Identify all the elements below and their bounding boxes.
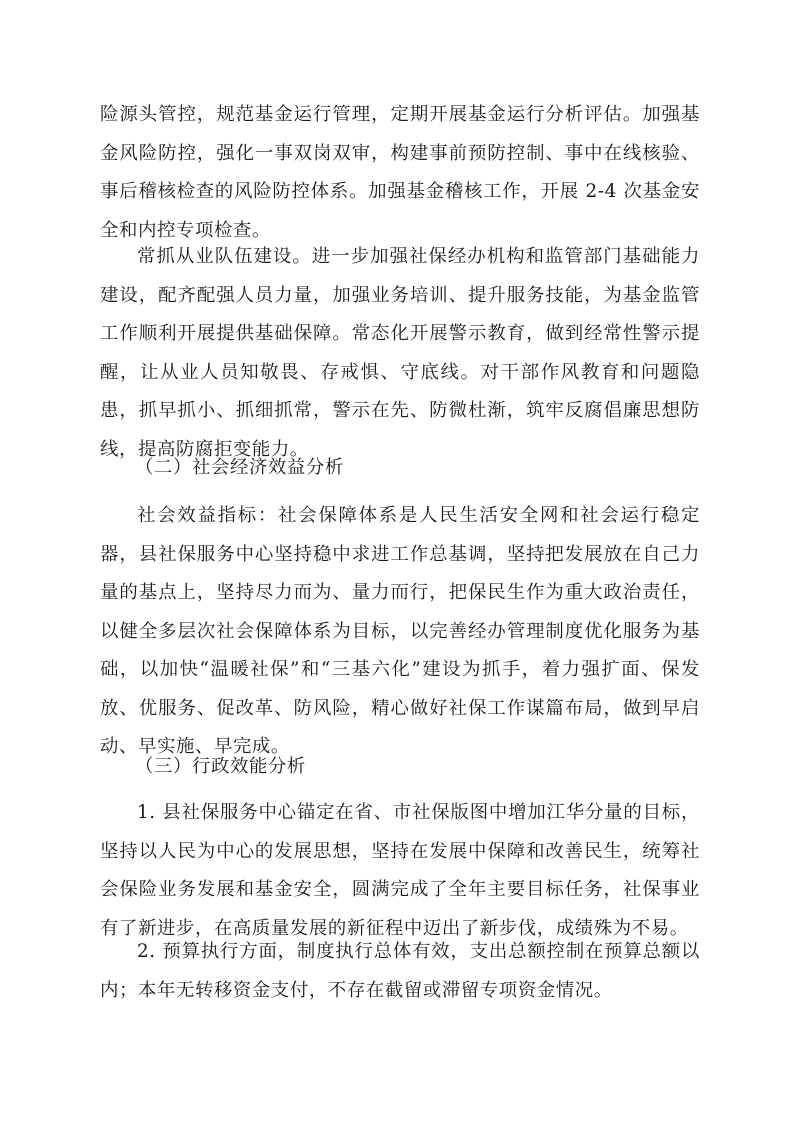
paragraph-fund-risk-control: 险源头管控，规范基金运行管理，定期开展基金运行分析评估。加强基金风险防控，强化一事双岗双审，构建事前预防控制、事中在线核验、事后稽核检查的风险防控体系。加强基金稽核工作，开展 2-4 次基金安全和内控专项检查。 (100, 104, 700, 241)
paragraph-social-benefit-indicators: 社会效益指标：社会保障体系是人民生活安全网和社会运行稳定器，县社保服务中心坚持稳中求进工作总基调，坚持把发展放在自己力量的基点上，坚持尽力而为、量力而行，把保民生作为重大政治责任，以健全多层次社会保障体系为目标，以完善经办管理制度优化服务为基础，以加快“温暖社保”和“三基六化”建设为抓手，着力强扩面、保发放、优服务、促改革、防风险，精心做好社保工作谋篇布局，做到早启动、早实施、早完成。 (100, 505, 700, 757)
paragraph-efficiency-item-1: 1. 县社保服务中心锚定在省、市社保版图中增加江华分量的目标，坚持以人民为中心的发展思想，坚持在发展中保障和改善民生，统筹社会保险业务发展和基金安全，圆满完成了全年主要目标任务，社保事业有了新进步，在高质量发展的新征程中迈出了新步伐，成绩殊为不易。 (100, 802, 700, 939)
section-heading-administrative-efficiency: （三）行政效能分析 (135, 756, 306, 777)
paragraph-workforce-building: 常抓从业队伍建设。进一步加强社保经办机构和监管部门基础能力建设，配齐配强人员力量，加强业务培训、提升服务技能，为基金监管工作顺利开展提供基础保障。常态化开展警示教育，做到经常性警示提醒，让从业人员知敬畏、存戒惧、守底线。对干部作风教育和问题隐患，抓早抓小、抓细抓常，警示在先、防微杜渐，筑牢反腐倡廉思想防线，提高防腐拒变能力。 (100, 246, 700, 460)
section-heading-socioeconomic-benefits: （二）社会经济效益分析 (135, 457, 344, 478)
paragraph-efficiency-item-2: 2. 预算执行方面，制度执行总体有效，支出总额控制在预算总额以内；本年无转移资金支付，不存在截留或滞留专项资金情况。 (100, 941, 700, 1001)
